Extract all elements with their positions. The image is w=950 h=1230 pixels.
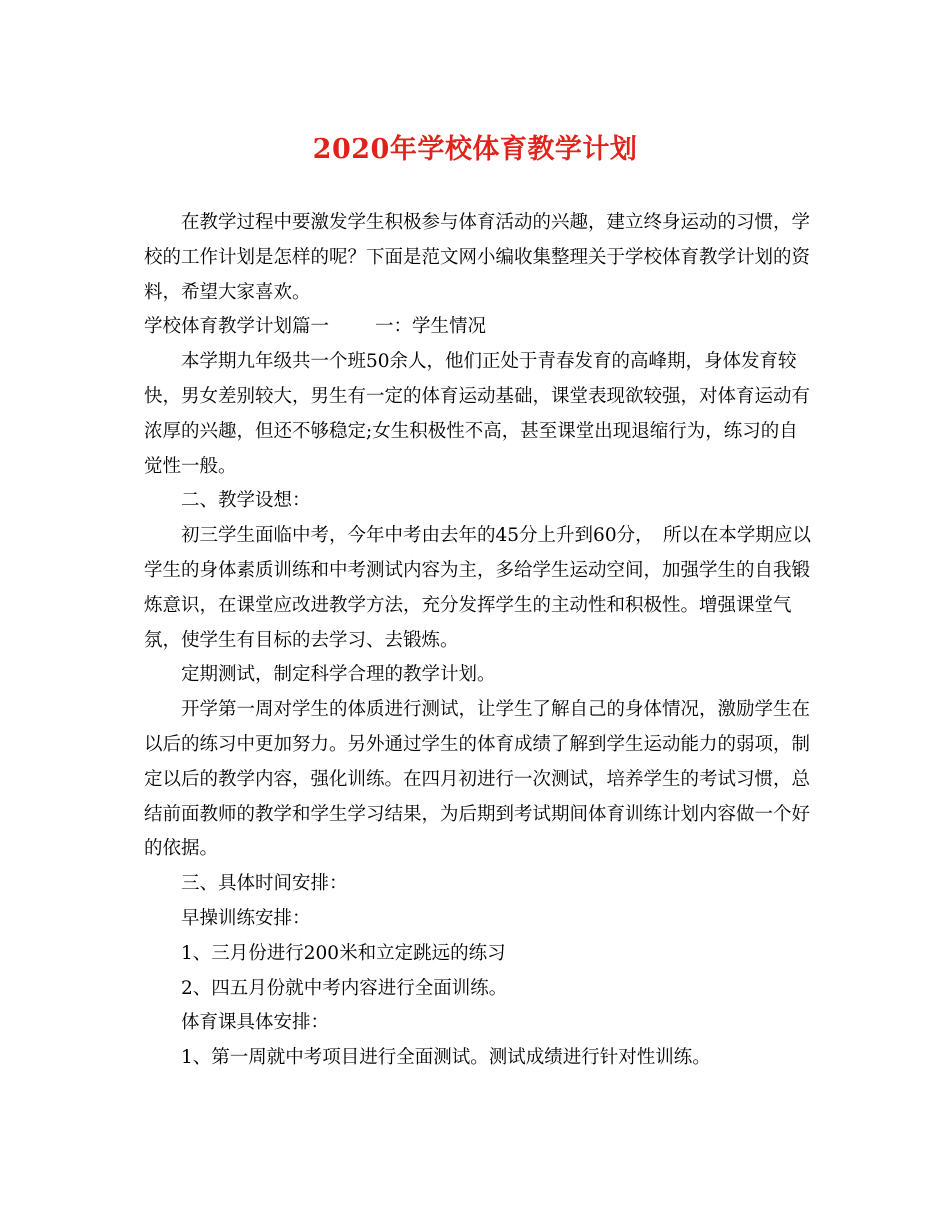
morning-heading: 早操训练安排： [181,907,311,929]
students-paragraph: 本学期九年级共一个班50余人，他们正处于青春发育的高峰期，身体发育较快，男女差别较大，男生有一定的体育运动基础，课堂表现欲较强，对体育运动有浓厚的兴趣，但还不够稳定;女生积极性不高，甚至课堂出现退缩行为，练习的自觉性一般。 [144,351,811,477]
section-label: 学校体育教学计划篇一 [144,316,330,338]
pe-item-1: 1、第一周就中考项目进行全面测试。测试成绩进行针对性训练。 [181,1047,711,1069]
section-heading-line [144,310,816,345]
document-title: 2020年学校体育教学计划 [312,134,638,165]
morning-item-2: 2、四五月份就中考内容进行全面训练。 [181,977,508,999]
schedule-heading: 三、具体时间安排： [181,873,348,895]
pe-heading: 体育课具体安排： [181,1012,330,1034]
document-body [144,206,816,1076]
intro-paragraph: 在教学过程中要激发学生积极参与体育活动的兴趣，建立终身运动的习惯，学校的工作计划是怎样的呢？下面是范文网小编收集整理关于学校体育教学计划的资料，希望大家喜欢。 [144,212,811,303]
first-week-paragraph: 开学第一周对学生的体质进行测试，让学生了解自己的身体情况，激励学生在以后的练习中更加努力。另外通过学生的体育成绩了解到学生运动能力的弱项，制定以后的教学内容，强化训练。在四月初进行一次测试，培养学生的考试习惯，总结前面教师的教学和学生学习结果，为后期到考试期间体育训练计划内容做一个好的依据。 [144,699,811,860]
morning-item-1: 1、三月份进行200米和立定跳远的练习 [181,942,506,964]
test-paragraph: 定期测试，制定科学合理的教学计划。 [181,664,496,686]
idea-paragraph: 初三学生面临中考，今年中考由去年的45分上升到60分， 所以在本学期应以学生的身体素质训练和中考测试内容为主，多给学生运动空间，加强学生的自我锻炼意识，在课堂应改进教学方法，充分发挥学生的主动性和积极性。增强课堂气氛，使学生有目标的去学习、去锻炼。 [144,525,811,651]
idea-heading: 二、教学设想： [181,490,311,512]
section-subheading: 一：学生情况 [375,316,487,338]
